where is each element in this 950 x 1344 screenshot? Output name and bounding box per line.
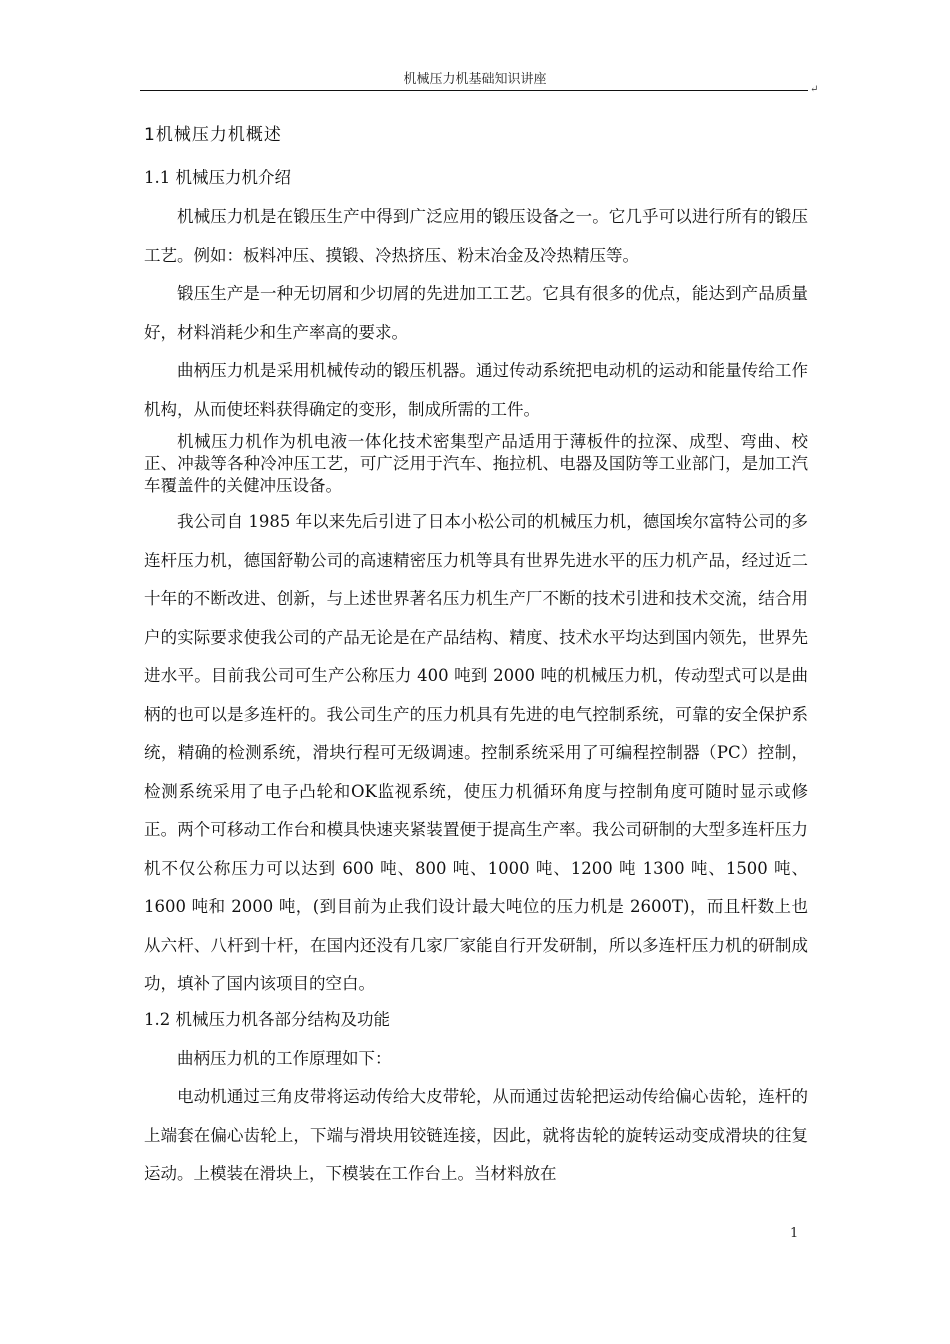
- paragraph: 机械压力机作为机电液一体化技术密集型产品适用于薄板件的拉深、成型、弯曲、校正、冲裁等各种冷冲压工艺，可广泛用于汽车、拖拉机、电器及国防等工业部门，是加工汽车覆盖件的关健冲压设备。: [144, 432, 808, 495]
- paragraph: 曲柄压力机是采用机械传动的锻压机器。通过传动系统把电动机的运动和能量传给工作机构，从而使坯料获得确定的变形，制成所需的工件。: [144, 361, 808, 419]
- paragraph-mark: ↵: [810, 84, 819, 95]
- running-header: 机械压力机基础知识讲座: [403, 72, 547, 87]
- paragraph: 曲柄压力机的工作原理如下：: [177, 1048, 392, 1068]
- header-rule: [140, 90, 808, 91]
- document-body: [144, 122, 808, 1194]
- chapter-title: 1机械压力机概述: [144, 125, 282, 145]
- paragraph: 我公司自 1985 年以来先后引进了日本小松公司的机械压力机，德国埃尔富特公司的多连杆压力机，德国舒勒公司的高速精密压力机等具有世界先进水平的压力机产品，经过近二十年的不断改进、创新，与上述世界著名压力机生产厂不断的技术引进和技术交流，结合用户的实际要求使我公司的产品无论是在产品结构、精度、技术水平均达到国内领先，世界先进水平。目前我公司可生产公称压力 400 吨到 2000 吨的机械压力机，传动型式可以是曲柄的也可以是多连杆的。我公司生产的压力机具有先进的电气控制系统，可靠的安全保护系统，精确的检测系统，滑块行程可无级调速。控制系统采用了可编程控制器（PC）控制，检测系统采用了电子凸轮和OK监视系统，使压力机循环角度与控制角度可随时显示或修正。两个可移动工作台和模具快速夹紧装置便于提高生产率。我公司研制的大型多连杆压力机不仅公称压力可以达到 600 吨、800 吨、1000 吨、1200 吨 1300 吨、1500 吨、1600 吨和 2000 吨，(到目前为止我们设计最大吨位的压力机是 2600T)，而且杆数上也从六杆、八杆到十杆，在国内还没有几家厂家能自行开发研制，所以多连杆压力机的研制成功，填补了国内该项目的空白。: [144, 512, 808, 993]
- paragraph: 电动机通过三角皮带将运动传给大皮带轮，从而通过齿轮把运动传给偏心齿轮，连杆的上端套在偏心齿轮上，下端与滑块用铰链连接，因此，就将齿轮的旋转运动变成滑块的往复运动。上模装在滑块上，下模装在工作台上。当材料放在: [144, 1087, 808, 1183]
- page-number: 1: [790, 1226, 799, 1241]
- paragraph: 机械压力机是在锻压生产中得到广泛应用的锻压设备之一。它几乎可以进行所有的锻压工艺。例如：板料冲压、摸锻、冷热挤压、粉末冶金及冷热精压等。: [144, 207, 808, 265]
- section-title-1-2: 1.2 机械压力机各部分结构及功能: [144, 1009, 390, 1029]
- paragraph: 锻压生产是一种无切屑和少切屑的先进加工工艺。它具有很多的优点，能达到产品质量好，材料消耗少和生产率高的要求。: [144, 284, 808, 342]
- section-title-1-1: 1.1 机械压力机介绍: [144, 168, 291, 187]
